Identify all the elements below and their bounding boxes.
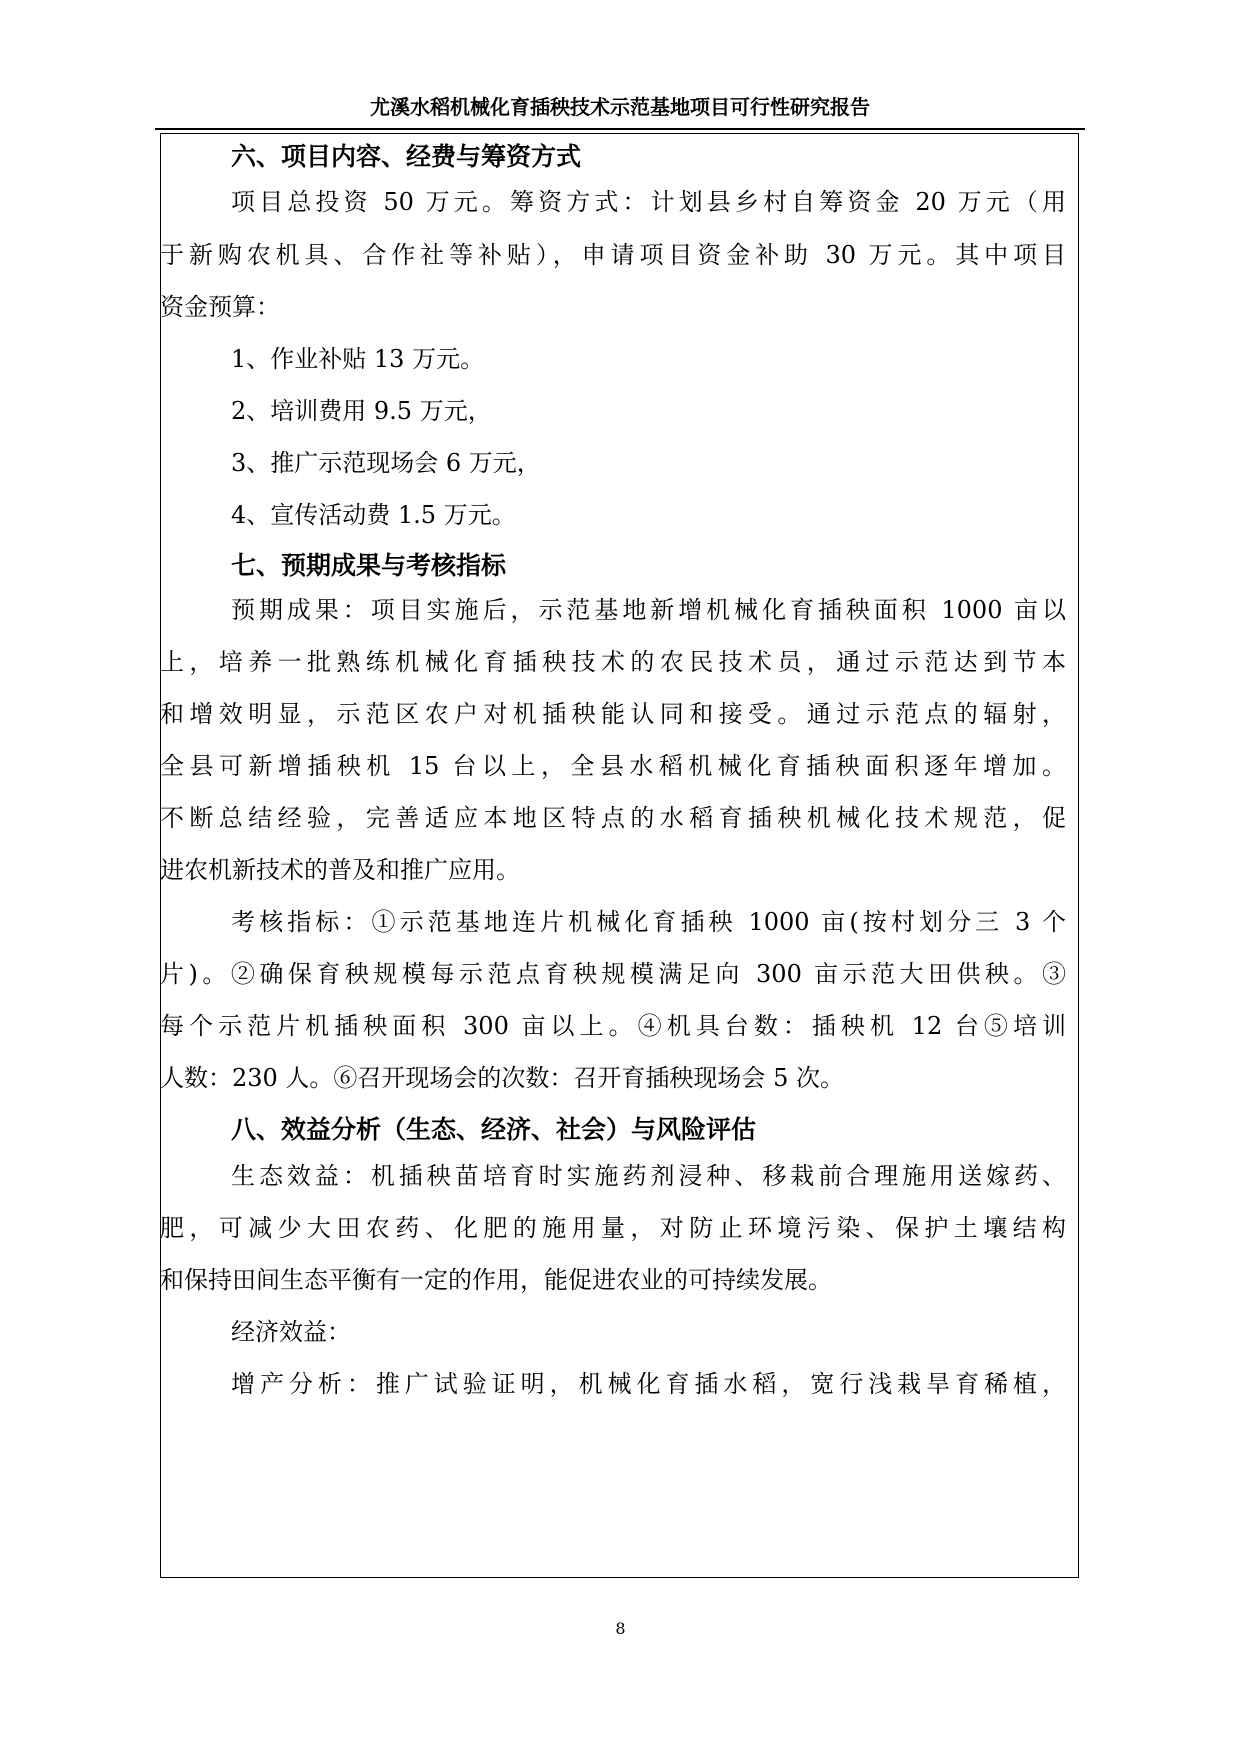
text-line: 预期成果：项目实施后，示范基地新增机械化育插秧面积 1000 亩以	[231, 596, 1066, 624]
section-heading-6: 六、项目内容、经费与筹资方式	[231, 142, 582, 171]
budget-item-2: 2、培训费用 9.5 万元，	[231, 397, 492, 425]
text-line: 不断总结经验，完善适应本地区特点的水稻育插秧机械化技术规范，促	[160, 804, 1066, 832]
page-number: 8	[615, 1619, 626, 1638]
text-line: 和增效明显，示范区农户对机插秧能认同和接受。通过示范点的辐射，	[160, 700, 1066, 728]
section-heading-8: 八、效益分析（生态、经济、社会）与风险评估	[231, 1115, 757, 1144]
text-line: 经济效益：	[231, 1318, 351, 1346]
budget-item-1: 1、作业补贴 13 万元。	[231, 345, 485, 373]
header-rule	[155, 128, 1085, 130]
text-line: 资金预算：	[160, 293, 280, 321]
text-line: 上，培养一批熟练机械化育插秧技术的农民技术员，通过示范达到节本	[160, 648, 1066, 676]
budget-item-3: 3、推广示范现场会 6 万元，	[231, 449, 541, 477]
text-line: 增产分析：推广试验证明，机械化育插水稻，宽行浅栽旱育稀植，	[231, 1370, 1066, 1398]
text-line: 考核指标：①示范基地连片机械化育插秧 1000 亩(按村划分三 3 个	[231, 908, 1066, 936]
text-line: 肥，可减少大田农药、化肥的施用量，对防止环境污染、保护土壤结构	[160, 1214, 1066, 1242]
section-heading-7: 七、预期成果与考核指标	[231, 551, 507, 580]
text-line: 生态效益：机插秧苗培育时实施药剂浸种、移栽前合理施用送嫁药、	[231, 1162, 1066, 1190]
text-line: 每个示范片机插秧面积 300 亩以上。④机具台数：插秧机 12 台⑤培训	[160, 1012, 1066, 1040]
text-line: 人数：230 人。⑥召开现场会的次数：召开育插秧现场会 5 次。	[160, 1064, 844, 1092]
budget-item-4: 4、宣传活动费 1.5 万元。	[231, 501, 516, 529]
text-line: 于新购农机具、合作社等补贴），申请项目资金补助 30 万元。其中项目	[160, 241, 1066, 269]
text-line: 进农机新技术的普及和推广应用。	[160, 856, 520, 884]
text-line: 片)。②确保育秧规模每示范点育秧规模满足向 300 亩示范大田供秧。③	[160, 960, 1066, 988]
running-header: 尤溪水稻机械化育插秧技术示范基地项目可行性研究报告	[370, 95, 870, 119]
text-line: 项目总投资 50 万元。筹资方式：计划县乡村自筹资金 20 万元（用	[231, 188, 1066, 216]
text-line: 和保持田间生态平衡有一定的作用，能促进农业的可持续发展。	[160, 1266, 832, 1294]
text-line: 全县可新增插秧机 15 台以上，全县水稻机械化育插秧面积逐年增加。	[160, 752, 1066, 780]
